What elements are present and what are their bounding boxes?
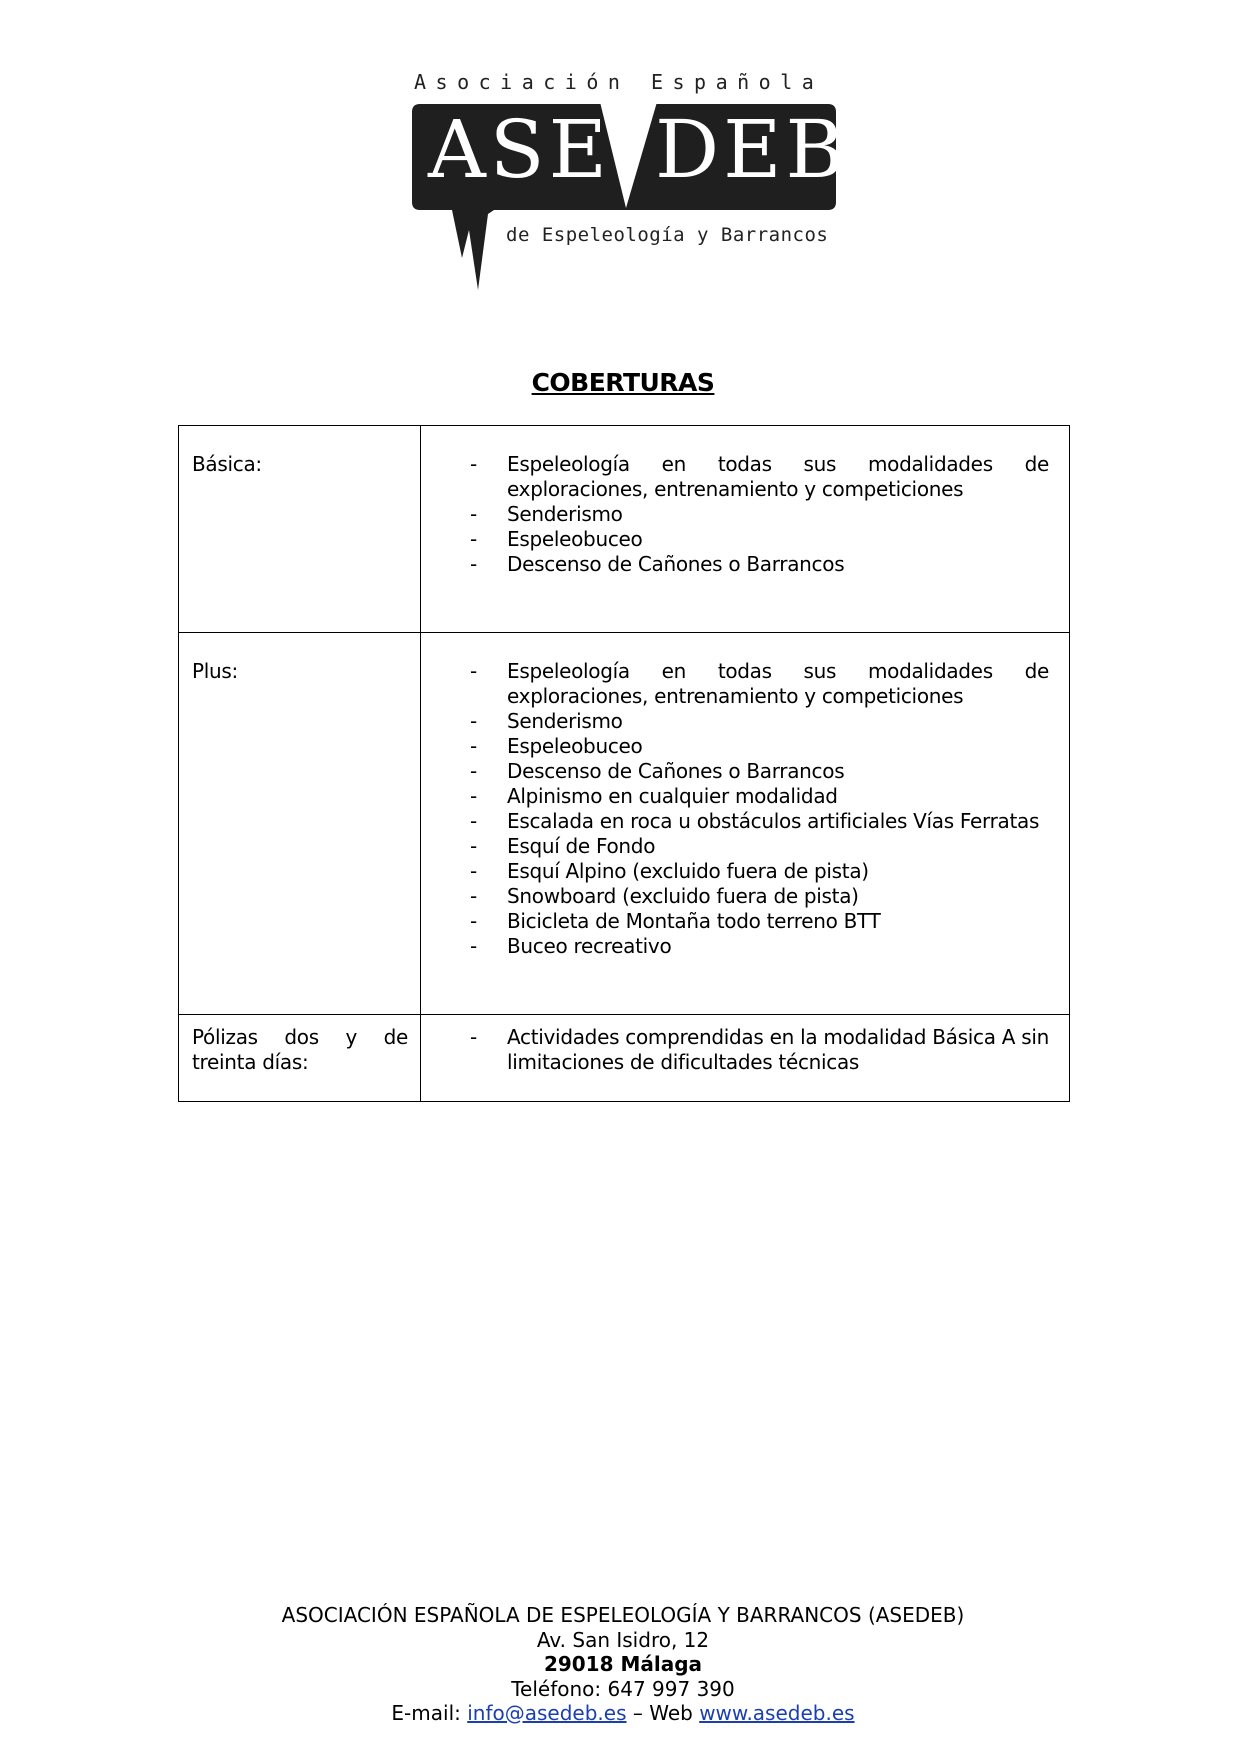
list-item-text: Descenso de Cañones o Barrancos [507, 759, 845, 783]
dash-bullet: - [470, 834, 477, 858]
footer-org-name: ASOCIACIÓN ESPAÑOLA DE ESPELEOLOGÍA Y BARRANCOS (ASEDEB) [281, 1603, 965, 1627]
footer [0, 1603, 1240, 1726]
dash-bullet: - [470, 552, 477, 576]
dash-bullet: - [470, 759, 477, 783]
logo [0, 0, 1240, 300]
list-item-text: Snowboard (excluido fuera de pista) [507, 884, 859, 908]
list-item-text: Escalada en roca u obstáculos artificiales Vías Ferratas [507, 809, 1040, 833]
logo-top-text: Asociación Española [414, 70, 824, 94]
list-item-text: Buceo recreativo [507, 934, 672, 958]
dash-bullet: - [470, 1025, 477, 1049]
email-link[interactable]: info@asedeb.es [467, 1701, 627, 1725]
list-item-text: Descenso de Cañones o Barrancos [507, 552, 845, 576]
dash-bullet: - [470, 884, 477, 908]
list-item [421, 909, 1049, 934]
footer-postal-city: 29018 Málaga [543, 1652, 703, 1676]
row-items-cell [421, 426, 1070, 633]
list-item-text: Alpinismo en cualquier modalidad [507, 784, 838, 808]
dash-bullet: - [470, 909, 477, 933]
coverage-table [178, 425, 1070, 1102]
footer-contact-line [0, 1701, 1240, 1726]
list-item [421, 527, 1049, 552]
coverage-list [421, 633, 1069, 983]
list-item-text: Senderismo [507, 502, 623, 526]
list-item [421, 1025, 1049, 1075]
footer-separator: – Web [626, 1701, 700, 1725]
footer-email-label: E-mail: [391, 1701, 468, 1725]
list-item [421, 709, 1049, 734]
list-item-text: Senderismo [507, 709, 623, 733]
table-row [179, 426, 1070, 633]
list-item [421, 734, 1049, 759]
row-label: Básica: [192, 452, 262, 476]
page-title: COBERTURAS [531, 368, 715, 397]
list-item-text: Actividades comprendidas en la modalidad Básica A sin limitaciones de dificultades técnicas [507, 1025, 1049, 1074]
logo-ase-text: ASE [428, 103, 611, 196]
list-item [421, 884, 1049, 909]
row-label: Pólizas dos y de treinta días: [192, 1025, 408, 1074]
row-label-cell [179, 633, 421, 1015]
list-item [421, 809, 1049, 834]
table-row [179, 1015, 1070, 1102]
row-items-cell [421, 1015, 1070, 1102]
list-item [421, 834, 1049, 859]
list-item-text: Esquí de Fondo [507, 834, 656, 858]
list-item [421, 934, 1049, 959]
logo-deb-text: DEB [655, 103, 849, 196]
dash-bullet: - [470, 709, 477, 733]
dash-bullet: - [470, 784, 477, 808]
table-row [179, 633, 1070, 1015]
dash-bullet: - [470, 809, 477, 833]
row-label-cell [179, 1015, 421, 1102]
list-item-text: Esquí Alpino (excluido fuera de pista) [507, 859, 869, 883]
dash-bullet: - [470, 734, 477, 758]
dash-bullet: - [470, 659, 477, 683]
list-item [421, 552, 1049, 577]
footer-phone: Teléfono: 647 997 390 [511, 1676, 735, 1701]
row-label-cell [179, 426, 421, 633]
list-item-text: Bicicleta de Montaña todo terreno BTT [507, 909, 881, 933]
dash-bullet: - [470, 859, 477, 883]
list-item-text: Espeleobuceo [507, 734, 643, 758]
list-item [421, 659, 1049, 709]
coverage-list [421, 426, 1069, 601]
dash-bullet: - [470, 934, 477, 958]
list-item [421, 784, 1049, 809]
list-item [421, 859, 1049, 884]
list-item [421, 502, 1049, 527]
list-item [421, 759, 1049, 784]
web-link[interactable]: www.asedeb.es [699, 1701, 855, 1725]
row-items-cell [421, 633, 1070, 1015]
logo-subtitle: de Espeleología y Barrancos [506, 224, 829, 246]
footer-address: Av. San Isidro, 12 [536, 1627, 710, 1652]
dash-bullet: - [470, 502, 477, 526]
list-item-text: Espeleología en todas sus modalidades de exploraciones, entrenamiento y competiciones [507, 659, 1049, 708]
list-item-text: Espeleología en todas sus modalidades de exploraciones, entrenamiento y competiciones [507, 452, 1049, 501]
row-label: Plus: [192, 659, 238, 683]
coverage-list [421, 1015, 1069, 1101]
list-item [421, 452, 1049, 502]
dash-bullet: - [470, 452, 477, 476]
list-item-text: Espeleobuceo [507, 527, 643, 551]
dash-bullet: - [470, 527, 477, 551]
